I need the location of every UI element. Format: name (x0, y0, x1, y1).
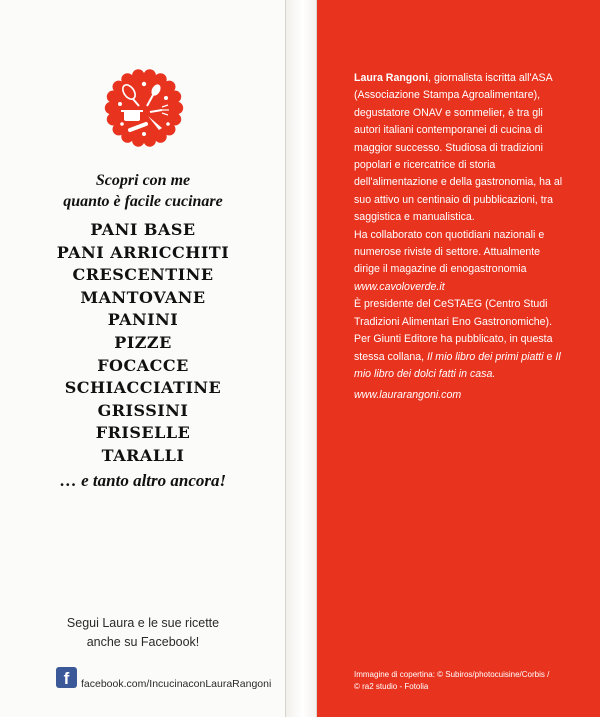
bio-paragraph-3: È presidente del CeSTAEG (Centro Studi Tradizioni Alimentari Eno Gastronomiche). (354, 298, 553, 328)
topic-item: PIZZE (114, 332, 172, 352)
topic-item: MANTOVANE (80, 287, 206, 307)
bio-paragraph-4 (354, 331, 566, 383)
bio-paragraph-1 (354, 70, 566, 227)
topic-item: GRISSINI (97, 400, 189, 420)
author-name: Laura Rangoni (354, 72, 429, 84)
bio-text-2: Ha collaborato con quotidiani nazionali e numerose riviste di settore. Attualmente dirige il magazine di enogastronomia (354, 228, 545, 276)
topic-item: TARALLI (101, 445, 185, 465)
facebook-icon[interactable]: f (56, 667, 77, 688)
topic-item: FRISELLE (95, 423, 191, 443)
bio-text-4c: e (543, 350, 556, 363)
follow-line-2: anche su Facebook! (86, 635, 200, 649)
bio-paragraph-2 (354, 227, 566, 297)
follow-line-1: Segui Laura e le sue ricette (66, 616, 220, 630)
topics-list (0, 219, 286, 468)
bio-text-4a: Per Giunti Editore ha pubblicato, in questa stessa collana, (354, 333, 553, 363)
topic-item: PANINI (107, 310, 179, 330)
topic-item: CRESCENTINE (72, 265, 214, 285)
tagline-line-2: quanto è facile cucinare (63, 193, 223, 210)
topic-item: PANI ARRICCHITI (56, 242, 230, 262)
tagline-line-1: Scopri con me (95, 172, 191, 189)
tagline (0, 170, 286, 212)
magazine-link[interactable]: www.cavoloverde.it (354, 280, 445, 293)
bio-text-1: , giornalista iscritta all'ASA (Associazione Stampa Agroalimentare), degustatore ONAV e sommelier, è tra gli autori italiani contemporanei di cucina di maggior successo. Studiosa di tradizioni popolari e ricercatrice di storia dell'alimentazione e della gastronomia, ha al suo attivo un centinaio di pubblicazioni, tra saggistica e manualistica. (354, 72, 563, 224)
book-title-1: Il mio libro dei primi piatti (427, 350, 544, 363)
spine-fold (286, 0, 317, 717)
topic-item: FOCACCE (97, 355, 189, 375)
left-flap (0, 0, 286, 717)
follow-text (0, 614, 286, 652)
cover-credits (354, 669, 580, 693)
author-website[interactable]: www.laurarangoni.com (354, 389, 462, 401)
more-text: … e tanto altro ancora! (59, 471, 227, 490)
kitchen-utensils-emblem (104, 68, 184, 148)
book-title-2: Il mio libro dei dolci fatti in casa. (354, 350, 561, 380)
credits-line-2: © ra2 studio - Fotolia (354, 682, 429, 691)
topic-item: SCHIACCIATINE (64, 378, 222, 398)
credits-line-1: Immagine di copertina: © Subiros/photocuisine/Corbis / (354, 670, 550, 679)
topic-item: PANI BASE (90, 220, 196, 239)
facebook-url[interactable]: facebook.com/IncucinaconLauraRangoni (81, 678, 272, 690)
author-bio (354, 70, 566, 383)
